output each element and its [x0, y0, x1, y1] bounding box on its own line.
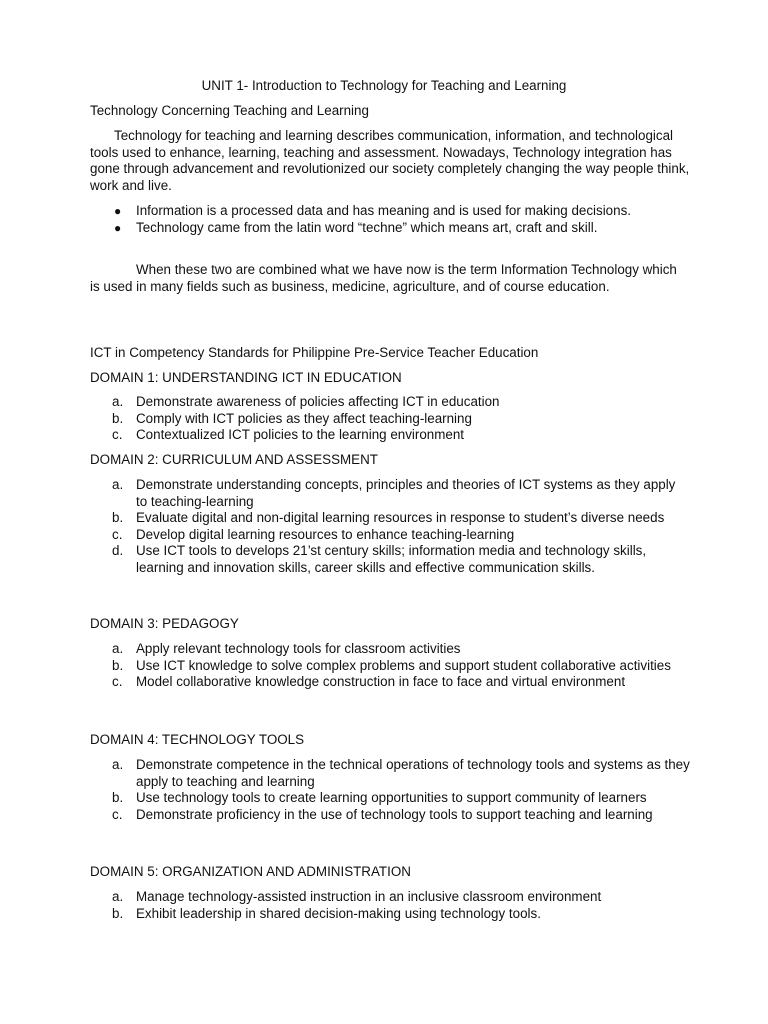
- list-item: [90, 674, 690, 691]
- item-letter: b.: [112, 410, 124, 426]
- item-text: Comply with ICT policies as they affect teaching-learning: [136, 410, 472, 426]
- item-text: Demonstrate competence in the technical operations of technology tools and systems as they apply to teaching and learning: [136, 757, 690, 789]
- bullet-text: Technology came from the latin word “techne” which means art, craft and skill.: [136, 219, 598, 235]
- item-text: Use ICT knowledge to solve complex problems and support student collaborative activities: [136, 657, 671, 673]
- domain-4-list: [90, 757, 690, 823]
- bullet-item: [90, 203, 690, 220]
- list-item: [90, 510, 690, 527]
- item-text: Evaluate digital and non-digital learning resources in response to student’s diverse needs: [136, 510, 665, 525]
- item-letter: d.: [112, 543, 124, 558]
- item-letter: a.: [112, 394, 124, 409]
- list-item: [90, 906, 690, 923]
- item-letter: a.: [112, 889, 124, 904]
- domain-5-list: [90, 889, 690, 922]
- item-text: Develop digital learning resources to enhance teaching-learning: [136, 526, 515, 542]
- item-text: Demonstrate understanding concepts, principles and theories of ICT systems as they apply to teaching-learning: [136, 477, 676, 509]
- domain-4-title: DOMAIN 4: TECHNOLOGY TOOLS: [90, 732, 305, 747]
- item-letter: c.: [112, 427, 123, 442]
- domain-3-title: DOMAIN 3: PEDAGOGY: [90, 616, 239, 631]
- domain-5-title: DOMAIN 5: ORGANIZATION AND ADMINISTRATION: [90, 864, 411, 879]
- list-item: [90, 757, 690, 790]
- item-letter: a.: [112, 757, 124, 772]
- section-heading: Technology Concerning Teaching and Learning: [90, 103, 369, 118]
- list-item: [90, 477, 690, 510]
- item-letter: c.: [112, 806, 123, 822]
- list-item: [90, 527, 690, 544]
- item-text: Model collaborative knowledge construction in face to face and virtual environment: [136, 674, 626, 689]
- unit-title: UNIT 1- Introduction to Technology for Teaching and Learning: [201, 78, 567, 93]
- item-text: Apply relevant technology tools for classroom activities: [136, 641, 461, 656]
- item-text: Use technology tools to create learning opportunities to support community of learners: [136, 790, 647, 805]
- item-letter: a.: [112, 477, 124, 492]
- item-text: Use ICT tools to develops 21’st century skills; information media and technology skills, learning and innovation skills, career skills and effective communication skills.: [136, 543, 647, 575]
- list-item: [90, 411, 690, 428]
- bullet-item: [90, 220, 690, 237]
- domain-1-list: [90, 394, 690, 444]
- item-letter: c.: [112, 526, 123, 542]
- item-letter: a.: [112, 641, 124, 656]
- bullet-icon: ●: [114, 220, 122, 235]
- list-item: [90, 641, 690, 658]
- domain-1-title: DOMAIN 1: UNDERSTANDING ICT IN EDUCATION: [90, 370, 402, 385]
- information-technology-paragraph: When these two are combined what we have now is the term Information Technology which is used in many fields such as business, medicine, agriculture, and of course education.: [90, 262, 677, 294]
- item-letter: b.: [112, 905, 124, 921]
- list-item: [90, 658, 690, 675]
- item-text: Exhibit leadership in shared decision-making using technology tools.: [136, 905, 541, 921]
- item-letter: b.: [112, 657, 124, 673]
- item-letter: b.: [112, 790, 124, 805]
- bullet-icon: ●: [114, 204, 122, 218]
- bullet-list: [90, 203, 690, 236]
- ict-heading: ICT in Competency Standards for Philippine Pre-Service Teacher Education: [90, 345, 539, 360]
- intro-paragraph: Technology for teaching and learning describes communication, information, and technological tools used to enhance, learning, teaching and assessment. Nowadays, Technology integration has gone through advancement and revolutionized our society completely changing the way people think, work and live.: [90, 128, 690, 193]
- list-item: [90, 889, 690, 906]
- domain-2-title: DOMAIN 2: CURRICULUM AND ASSESSMENT: [90, 452, 378, 467]
- list-item: [90, 427, 690, 444]
- list-item: [90, 543, 690, 576]
- bullet-text: Information is a processed data and has meaning and is used for making decisions.: [136, 203, 631, 218]
- item-text: Demonstrate awareness of policies affecting ICT in education: [136, 394, 500, 409]
- item-letter: b.: [112, 510, 124, 525]
- item-text: Manage technology-assisted instruction in an inclusive classroom environment: [136, 889, 602, 904]
- list-item: [90, 807, 690, 824]
- list-item: [90, 790, 690, 807]
- item-text: Demonstrate proficiency in the use of technology tools to support teaching and learning: [136, 806, 653, 822]
- item-letter: c.: [112, 674, 123, 689]
- domain-3-list: [90, 641, 690, 691]
- list-item: [90, 394, 690, 411]
- domain-2-list: [90, 477, 690, 576]
- item-text: Contextualized ICT policies to the learning environment: [136, 427, 465, 442]
